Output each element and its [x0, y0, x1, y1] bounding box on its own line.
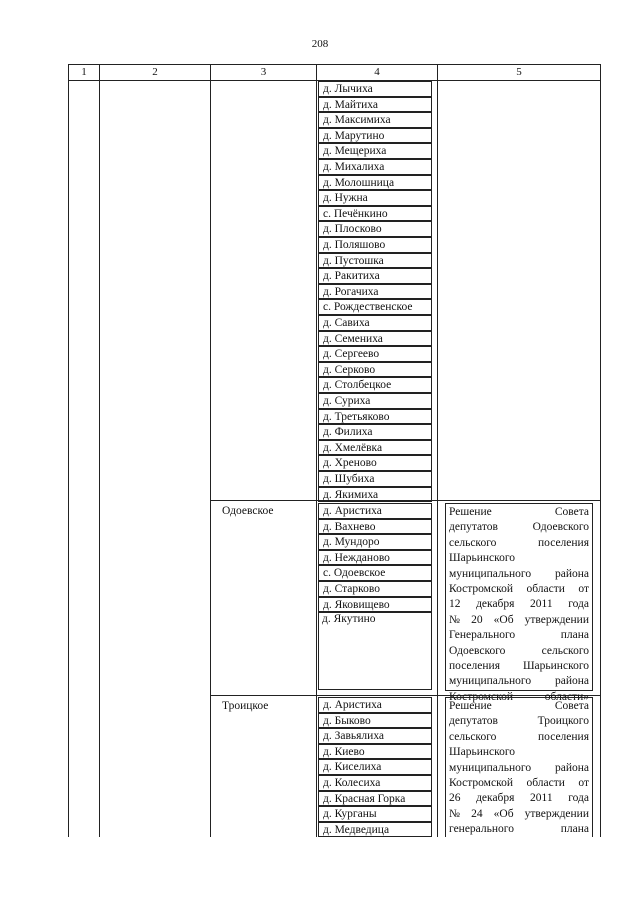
- decision-line: Костромской области от: [449, 583, 589, 596]
- village-cell: д. Якутино: [322, 613, 376, 626]
- village-cell: д. Пустошка: [318, 253, 432, 269]
- village-cell: д. Марутино: [318, 128, 432, 144]
- village-cell: д. Хмелёвка: [318, 440, 432, 456]
- village-cell: д. Рогачиха: [318, 284, 432, 300]
- village-cell: д. Завьялиха: [318, 728, 432, 744]
- decision-line: депутатов Одоевского: [449, 521, 589, 534]
- village-cell: д. Курганы: [318, 806, 432, 822]
- decision-line: № 24 «Об утверждении: [449, 807, 589, 820]
- village-cell: д. Сергеево: [318, 346, 432, 362]
- village-cell: д. Михалиха: [318, 159, 432, 175]
- decision-line: муниципального района: [449, 761, 589, 774]
- header-col-3: 3: [260, 66, 267, 78]
- decision-line: Костромской области от: [449, 777, 589, 790]
- decision-line: 12 декабря 2011 года: [449, 598, 589, 611]
- village-cell: д. Третьяково: [318, 409, 432, 425]
- village-cell: д. Старково: [318, 581, 432, 597]
- village-cell: д. Нужна: [318, 190, 432, 206]
- decision-line: Шарьинского: [449, 552, 516, 565]
- village-cell: д. Плосково: [318, 221, 432, 237]
- decision-line: Решение Совета: [449, 700, 589, 712]
- header-col-2: 2: [152, 66, 158, 78]
- village-cell: д. Филиха: [318, 424, 432, 440]
- village-cell: д. Вахнево: [318, 519, 432, 535]
- village-cell: д. Лычиха: [318, 81, 432, 97]
- decision-line: Одоевского сельского: [449, 644, 589, 657]
- settlement-name: Троицкое: [222, 700, 269, 712]
- village-cell: д. Яковищево: [318, 597, 432, 613]
- decision-text-odoevskoe: [445, 503, 593, 703]
- village-cell: д. Молошница: [318, 175, 432, 191]
- col-line-1: [99, 64, 100, 837]
- village-cell: д. Поляшово: [318, 237, 432, 253]
- decision-line: Решение Совета: [449, 506, 589, 518]
- village-cell: д. Мундоро: [318, 534, 432, 550]
- decision-text-troitskoe: [445, 697, 593, 837]
- decision-line: депутатов Троицкого: [449, 715, 589, 728]
- village-cell: д. Быково: [318, 713, 432, 729]
- village-cell: д. Киселиха: [318, 759, 432, 775]
- header-col-1: 1: [81, 66, 87, 78]
- header-col-5: 5: [516, 66, 522, 78]
- col-line-2: [210, 64, 211, 837]
- village-cell: д. Нежданово: [318, 550, 432, 566]
- decision-line: муниципального района: [449, 675, 589, 688]
- page-number: 208: [311, 38, 329, 50]
- settlement-name: Одоевское: [222, 505, 274, 517]
- village-cell: д. Красная Горка: [318, 791, 432, 807]
- village-cell: д. Аристиха: [318, 503, 432, 519]
- village-cell: д. Максимиха: [318, 112, 432, 128]
- decision-line: № 20 «Об утверждении: [449, 613, 589, 626]
- village-cell: д. Мещериха: [318, 143, 432, 159]
- village-cell: д. Савиха: [318, 315, 432, 331]
- decision-line: 26 декабря 2011 года: [449, 792, 589, 805]
- village-cell: с. Печёнкино: [318, 206, 432, 222]
- decision-line: Костромской области»: [449, 690, 589, 703]
- decision-line: сельского поселения: [449, 730, 589, 743]
- decision-line: генерального плана: [449, 823, 589, 836]
- village-cell: д. Киево: [318, 744, 432, 760]
- decision-line: Генерального плана: [449, 629, 589, 642]
- village-cell: д. Колесиха: [318, 775, 432, 791]
- village-cell: д. Серково: [318, 362, 432, 378]
- decision-line: муниципального района: [449, 567, 589, 580]
- village-cell: д. Шубиха: [318, 471, 432, 487]
- village-cell: д. Хреново: [318, 455, 432, 471]
- village-cell: д. Якимиха: [318, 487, 432, 503]
- village-cell: д. Ракитиха: [318, 268, 432, 284]
- village-cell: д. Семениха: [318, 331, 432, 347]
- col-line-3: [316, 64, 317, 837]
- decision-line: поселения Шарьинского: [449, 660, 589, 673]
- village-cell-frame: [318, 612, 432, 690]
- table-top-border: [68, 64, 601, 65]
- village-cell: д. Столбецкое: [318, 377, 432, 393]
- header-col-4: 4: [374, 66, 380, 78]
- col-line-0: [68, 64, 69, 837]
- col-line-5: [600, 64, 601, 837]
- village-cell: с. Одоевское: [318, 565, 432, 581]
- village-cell: д. Суриха: [318, 393, 432, 409]
- village-cell: д. Медведица: [318, 822, 432, 837]
- col-line-4: [437, 64, 438, 837]
- village-cell: д. Майтиха: [318, 97, 432, 113]
- village-cell: с. Рождественское: [318, 299, 432, 315]
- decision-line: Шарьинского: [449, 746, 516, 759]
- decision-line: сельского поселения: [449, 536, 589, 549]
- village-cell: д. Аристиха: [318, 697, 432, 713]
